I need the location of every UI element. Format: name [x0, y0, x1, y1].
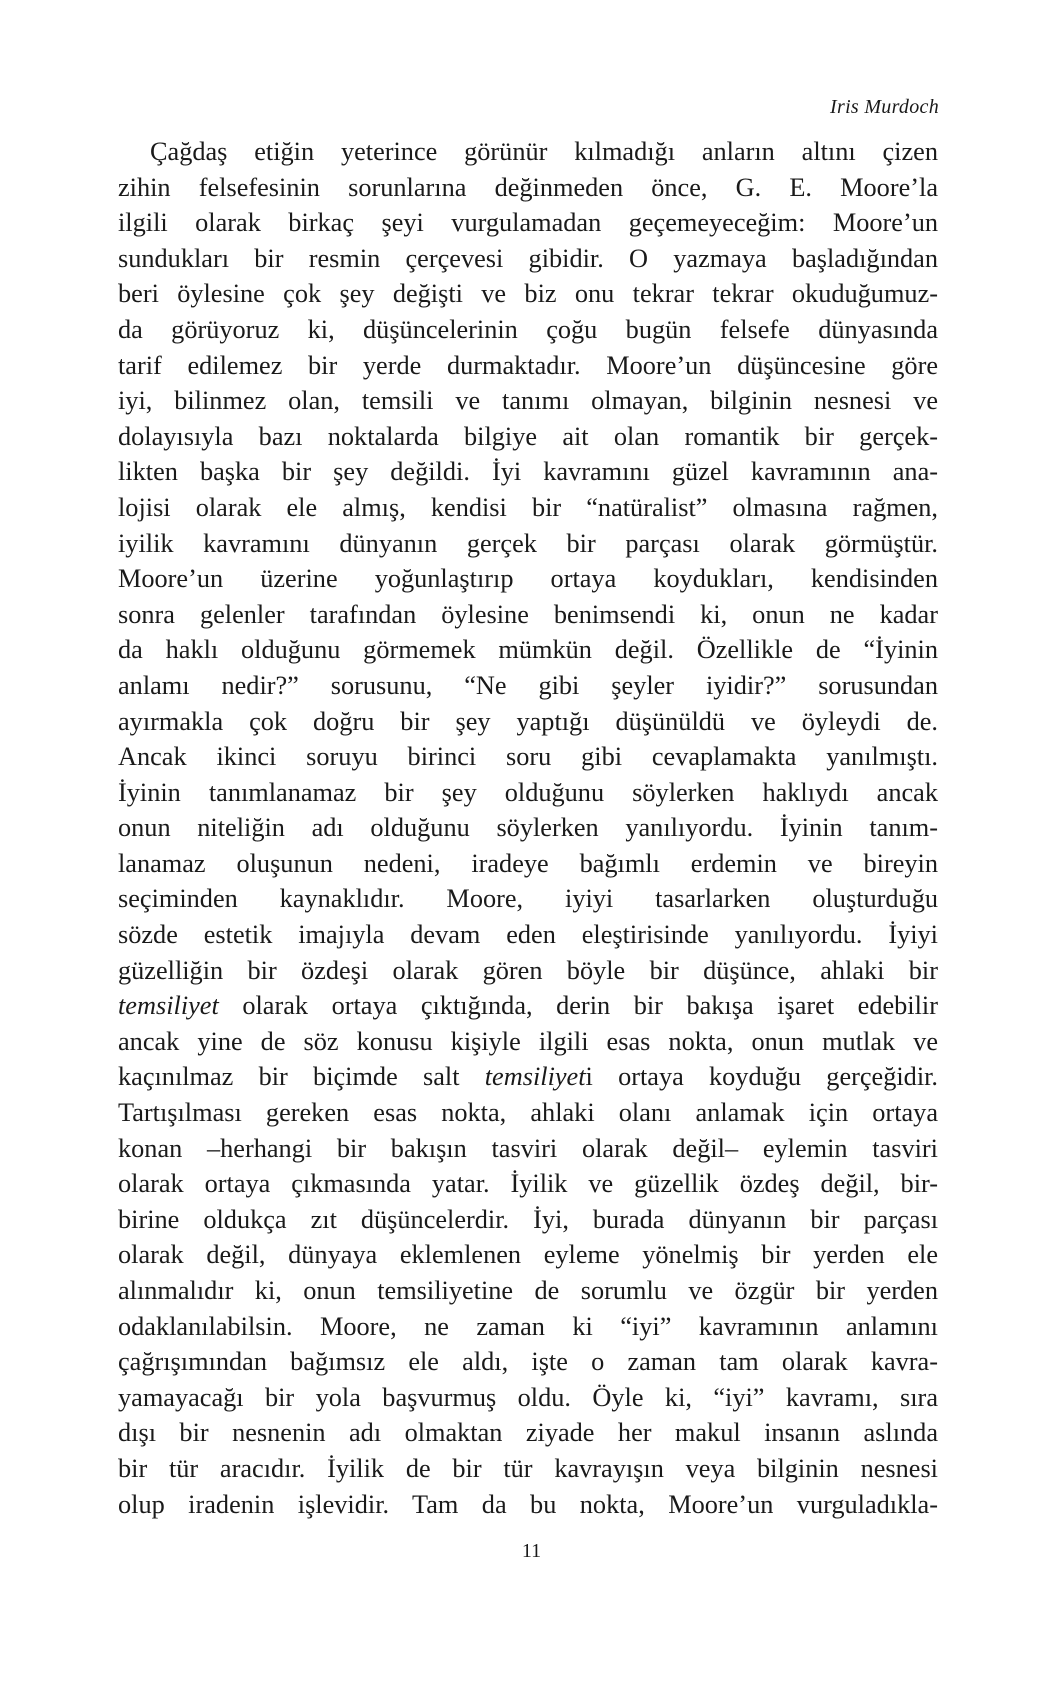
text-line: [118, 490, 938, 526]
running-head: Iris Murdoch: [830, 96, 939, 118]
text-segment: zihin felsefesinin sorunlarına değinmeden önce, G. E. Moore’la: [118, 172, 938, 202]
text-segment: da haklı olduğunu görmemek mümkün değil. Özellikle de “İyinin: [118, 635, 938, 665]
text-segment: kaçınılmaz bir biçimde salt: [118, 1062, 485, 1092]
text-segment: Çağdaş etiğin yeterince görünür kılmadığı anların altını çizen: [150, 137, 938, 166]
text-line: [118, 241, 938, 277]
text-line: [118, 419, 938, 455]
text-line: [118, 1380, 938, 1416]
text-segment: birine oldukça zıt düşüncelerdir. İyi, burada dünyanın bir parçası: [118, 1204, 938, 1234]
text-line: [118, 1166, 938, 1202]
text-segment: güzelliğin bir özdeşi olarak gören böyle bir düşünce, ahlaki bir: [118, 955, 938, 985]
text-segment: olarak ortaya çıktığında, derin bir bakışa işaret edebilir: [218, 991, 938, 1021]
text-segment: da görüyoruz ki, düşüncelerinin çoğu bugün felsefe dünyasında: [118, 314, 938, 344]
text-segment: İyinin tanımlanamaz bir şey olduğunu söylerken haklıydı ancak: [118, 777, 938, 807]
text-segment: beri öylesine çok şey değişti ve biz onu tekrar tekrar okuduğumuz-: [118, 279, 938, 309]
italic-term: temsiliyet: [484, 1062, 586, 1092]
body-text: [118, 134, 938, 1522]
text-line: [118, 1487, 938, 1523]
text-segment: Ancak ikinci soruyu birinci soru gibi cevaplamakta yanılmıştı.: [118, 742, 938, 772]
text-line: [118, 704, 938, 740]
text-line: [118, 988, 938, 1024]
text-segment: olarak ortaya çıkmasında yatar. İyilik ve güzellik özdeş değil, bir-: [118, 1169, 938, 1199]
text-segment: Moore’un üzerine yoğunlaştırıp ortaya koydukları, kendisinden: [118, 564, 938, 594]
text-segment: alınmalıdır ki, onun temsiliyetine de sorumlu ve özgür bir yerden: [118, 1276, 938, 1305]
text-line: [118, 348, 938, 384]
text-line: [118, 1309, 938, 1345]
text-line: [118, 454, 938, 490]
text-line: [118, 846, 938, 882]
text-segment: anlamı nedir?” sorusunu, “Ne gibi şeyler iyidir?” sorusundan: [118, 670, 938, 700]
text-line: [118, 205, 938, 241]
text-line: [118, 668, 938, 704]
text-line: [118, 134, 938, 170]
text-line: [118, 276, 938, 312]
text-segment: odaklanılabilsin. Moore, ne zaman ki “iyi” kavramının anlamını: [118, 1311, 938, 1341]
text-line: [118, 597, 938, 633]
text-segment: bir tür aracıdır. İyilik de bir tür kavrayışın veya bilginin nesnesi: [118, 1453, 938, 1483]
text-segment: sonra gelenler tarafından öylesine benimsendi ki, onun ne kadar: [118, 599, 938, 629]
text-segment: olarak değil, dünyaya eklemlenen eyleme yönelmiş bir yerden ele: [118, 1240, 938, 1270]
text-line: [118, 1202, 938, 1238]
text-line: [118, 810, 938, 846]
text-segment: sözde estetik imajıyla devam eden eleştirisinde yanılıyordu. İyiyi: [118, 920, 938, 950]
text-line: [118, 561, 938, 597]
text-segment: lanamaz oluşunun nedeni, iradeye bağımlı erdemin ve bireyin: [118, 848, 938, 878]
text-line: [118, 383, 938, 419]
text-segment: ilgili olarak birkaç şeyi vurgulamadan geçemeyeceğim: Moore’un: [118, 208, 938, 238]
text-line: [118, 1237, 938, 1273]
text-line: [118, 1095, 938, 1131]
text-line: [118, 917, 938, 953]
text-line: [118, 775, 938, 811]
text-segment: likten başka bir şey değildi. İyi kavramını güzel kavramının ana-: [118, 457, 938, 487]
text-segment: ancak yine de söz konusu kişiyle ilgili esas nokta, onun mutlak ve: [118, 1026, 938, 1056]
text-segment: i ortaya koyduğu gerçeğidir.: [585, 1062, 939, 1092]
text-line: [118, 632, 938, 668]
text-line: [118, 1451, 938, 1487]
text-segment: çağrışımından bağımsız ele aldı, işte o zaman tam olarak kavra-: [118, 1347, 938, 1377]
text-line: [118, 170, 938, 206]
text-line: [118, 953, 938, 989]
text-line: [118, 1415, 938, 1451]
text-segment: iyilik kavramını dünyanın gerçek bir parçası olarak görmüştür.: [118, 528, 938, 558]
text-segment: ayırmakla çok doğru bir şey yaptığı düşünüldü ve öyleydi de.: [118, 706, 938, 736]
italic-term: temsiliyet: [118, 991, 219, 1021]
text-line: [118, 881, 938, 917]
text-segment: seçiminden kaynaklıdır. Moore, iyiyi tasarlarken oluşturduğu: [118, 884, 938, 914]
text-segment: lojisi olarak ele almış, kendisi bir “natüralist” olmasına rağmen,: [118, 492, 938, 522]
text-segment: tarif edilemez bir yerde durmaktadır. Moore’un düşüncesine göre: [118, 350, 938, 380]
text-line: [118, 1131, 938, 1167]
text-line: [118, 1273, 938, 1309]
text-line: [118, 312, 938, 348]
text-segment: onun niteliğin adı olduğunu söylerken yanılıyordu. İyinin tanım-: [118, 813, 938, 843]
text-segment: Tartışılması gereken esas nokta, ahlaki olanı anlamak için ortaya: [118, 1098, 938, 1128]
text-line: [118, 1344, 938, 1380]
page-number: 11: [521, 1540, 542, 1562]
text-line: [118, 1024, 938, 1060]
text-segment: dışı bir nesnenin adı olmaktan ziyade her makul insanın aslında: [118, 1418, 938, 1448]
text-segment: konan –herhangi bir bakışın tasviri olarak değil– eylemin tasviri: [118, 1133, 938, 1163]
text-line: [118, 739, 938, 775]
text-segment: dolayısıyla bazı noktalarda bilgiye ait olan romantik bir gerçek-: [118, 421, 938, 451]
text-segment: iyi, bilinmez olan, temsili ve tanımı olmayan, bilginin nesnesi ve: [118, 386, 938, 416]
text-line: [118, 526, 938, 562]
text-segment: sundukları bir resmin çerçevesi gibidir. O yazmaya başladığından: [118, 243, 938, 273]
text-segment: olup iradenin işlevidir. Tam da bu nokta, Moore’un vurguladıkla-: [118, 1489, 938, 1519]
text-line: [118, 1059, 938, 1095]
text-segment: yamayacağı bir yola başvurmuş oldu. Öyle ki, “iyi” kavramı, sıra: [118, 1382, 938, 1412]
